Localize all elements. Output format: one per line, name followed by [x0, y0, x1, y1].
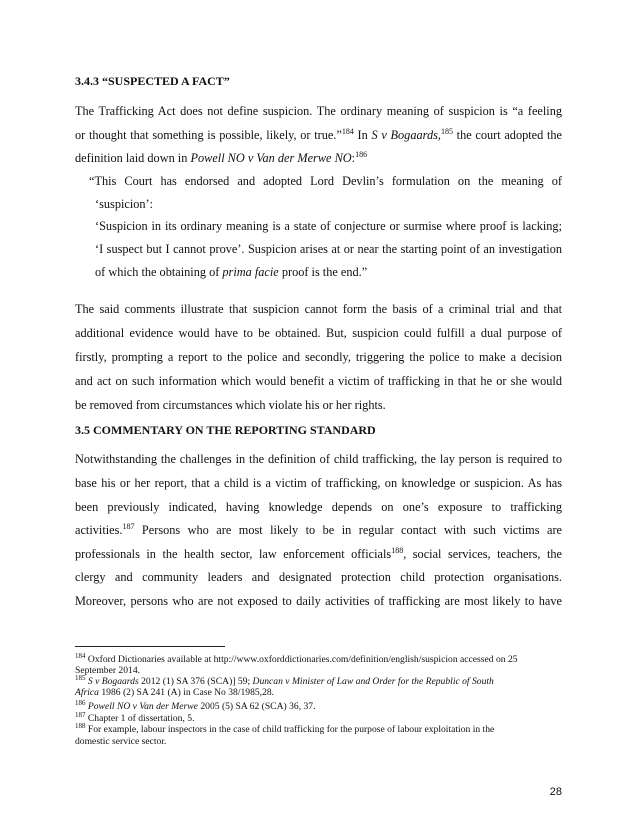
paragraph-line: clergy and community leaders and designated protection child protection organisations.	[75, 570, 562, 584]
quote-line: ‘I suspect but I cannot prove’. Suspicion arises at or near the starting point of an investigation	[95, 242, 562, 256]
paragraph-line: definition laid down in Powell NO v Van der Merwe NO:$^{186}$	[75, 150, 368, 165]
footnote-ref: 186	[355, 150, 368, 159]
paragraph-line: activities.$^{187}$ Persons who are most likely to be in regular contact with such victims are	[75, 522, 562, 537]
footnote-ref: 184	[341, 127, 354, 136]
paragraph-line: The Trafficking Act does not define suspicion. The ordinary meaning of suspicion is “a feeling	[75, 104, 562, 118]
footnote-separator	[75, 646, 225, 647]
case-name: S v Bogaards,	[371, 128, 441, 142]
paragraph-line: and act on such information which would benefit a victim of trafficking in that he or she would	[75, 374, 562, 388]
footnote-ref: 187	[122, 522, 135, 531]
paragraph-line: or thought that something is possible, likely, or true.”$^{184}$ In S v Bogaards,$^{185}$ the court adopted the	[75, 127, 562, 142]
quote-line: “This Court has endorsed and adopted Lord Devlin’s formulation on the meaning of	[89, 174, 562, 188]
footnote-185-cont: Africa 1986 (2) SA 241 (A) in Case No 38/1985,28.	[75, 687, 275, 698]
footnote-ref: 188	[391, 546, 404, 555]
section-heading-3-4-3: 3.4.3 “SUSPECTED A FACT”	[75, 74, 230, 88]
paragraph-line: The said comments illustrate that suspicion cannot form the basis of a criminal trial and that	[75, 302, 562, 316]
footnote-184-cont: September 2014.	[75, 665, 141, 676]
paragraph-line: Notwithstanding the challenges in the definition of child trafficking, the lay person is required to	[75, 452, 562, 466]
paragraph-line: additional evidence would have to be obtained. But, suspicion could fulfill a dual purpose of	[75, 326, 562, 340]
paragraph-line: be removed from circumstances which violate his or her rights.	[75, 398, 386, 412]
section-heading-3-5: 3.5 COMMENTARY ON THE REPORTING STANDARD	[75, 423, 376, 437]
paragraph-line: firstly, prompting a report to the police and secondly, triggering the police to make a decision	[75, 350, 562, 364]
quote-line: ‘suspicion’:	[95, 197, 154, 211]
paragraph-line: Moreover, persons who are not exposed to daily activities of trafficking are most likely to have	[75, 594, 562, 608]
case-name: Powell NO v Van der Merwe NO	[190, 151, 352, 165]
footnote-186: $^{186}$ Powell NO v Van der Merwe 2005 (5) SA 62 (SCA) 36, 37.	[75, 699, 316, 712]
paragraph-line: been previously indicated, having knowledge depends on one’s exposure to trafficking	[75, 500, 562, 514]
paragraph-line: base his or her report, that a child is a victim of trafficking, on knowledge or suspicion. As has	[75, 476, 562, 490]
footnote-187: $^{187}$ Chapter 1 of dissertation, 5.	[75, 711, 195, 724]
page-number: 28	[549, 786, 562, 798]
footnote-184: $^{184}$ Oxford Dictionaries available at http://www.oxforddictionaries.com/definition/english/suspicion accessed on 25	[75, 652, 518, 665]
quote-line: ‘Suspicion in its ordinary meaning is a state of conjecture or surmise where proof is lacking;	[95, 219, 562, 233]
footnote-188: $^{188}$ For example, labour inspectors in the case of child trafficking for the purpose of labour exploitation in the	[75, 722, 495, 735]
footnote-ref: 185	[440, 127, 453, 136]
footnote-185: $^{185}$ S v Bogaards 2012 (1) SA 376 (SCA)] 59; Duncan v Minister of Law and Order for the Republic of South	[75, 674, 494, 687]
footnote-188-cont: domestic service sector.	[75, 736, 167, 747]
paragraph-line: professionals in the health sector, law enforcement officials$^{188}$, social services, teachers, the	[75, 546, 562, 561]
quote-line: of which the obtaining of prima facie proof is the end.”	[95, 265, 368, 279]
